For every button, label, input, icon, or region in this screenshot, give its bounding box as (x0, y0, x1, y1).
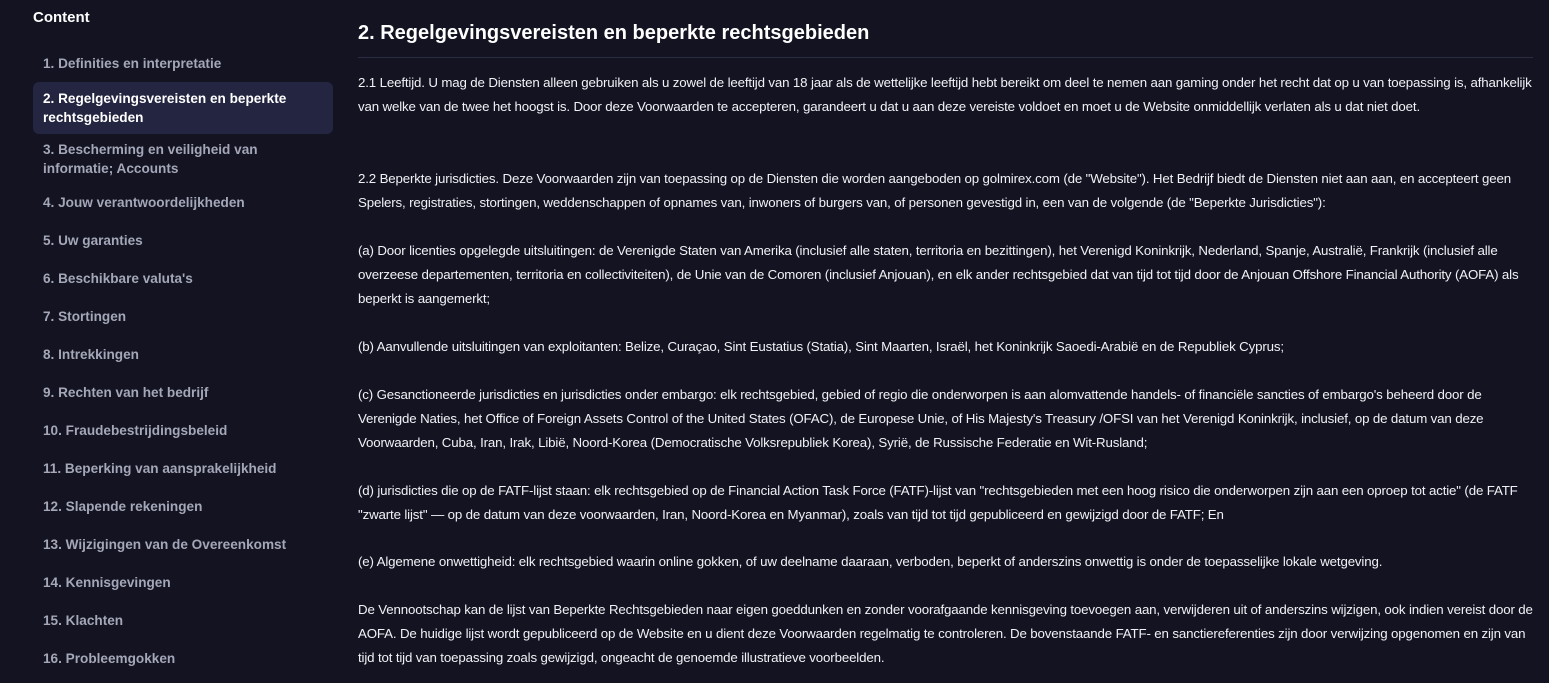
paragraph-fatf-list: (d) jurisdicties die op de FATF-lijst staan: elk rechtsgebied op de Financial Action Task Force (FATF)-lijst van "rechtsgebieden met een hoog risico die onderworpen zijn aan een oproep tot actie" (de FATF "zwarte lijst" — op de datum van deze voorwaarden, Iran, Noord-Korea en Myanmar), zoals van tijd tot tijd gepubliceerd en gewijzigd door de FATF; En (358, 483, 1518, 522)
table-of-contents-sidebar (0, 0, 340, 683)
toc-item-regelgevingsvereisten[interactable]: 2. Regelgevingsvereisten en beperkte rechtsgebieden (33, 82, 333, 134)
toc-item-definities[interactable]: 1. Definities en interpretatie (43, 56, 222, 71)
toc-item-probleemgokken[interactable]: 16. Probleemgokken (43, 651, 176, 666)
toc-item-intrekkingen[interactable]: 8. Intrekkingen (43, 347, 139, 362)
toc-item-slapende-rekeningen[interactable]: 12. Slapende rekeningen (43, 499, 203, 514)
section-title: 2. Regelgevingsvereisten en beperkte rechtsgebieden (358, 22, 870, 44)
toc-item-fraudebestrijding[interactable]: 10. Fraudebestrijdingsbeleid (43, 423, 228, 438)
toc-item-kennisgevingen[interactable]: 14. Kennisgevingen (43, 575, 171, 590)
paragraph-operator-exclusions: (b) Aanvullende uitsluitingen van exploitanten: Belize, Curaçao, Sint Eustatius (Statia), Sint Maarten, Israël, het Koninkrijk Saoedi-Arabië en de Republiek Cyprus; (358, 339, 1284, 354)
paragraph-license-exclusions: (a) Door licenties opgelegde uitsluitingen: de Verenigde Staten van Amerika (inclusief alle staten, territoria en bezittingen), het Verenigd Koninkrijk, Nederland, Spanje, Australië, Frankrijk (inclusief alle overzeese departementen, territoria en collectiviteiten), de Unie van de Comoren (inclusief Anjouan), en elk ander rechtsgebied dat van tijd tot tijd door de Anjouan Offshore Financial Authority (AOFA) als beperkt is aangemerkt; (358, 243, 1519, 306)
toc-item-wijzigingen[interactable]: 13. Wijzigingen van de Overeenkomst (43, 537, 287, 552)
section-content (358, 0, 1533, 683)
paragraph-age: 2.1 Leeftijd. U mag de Diensten alleen gebruiken als u zowel de leeftijd van 18 jaar als de wettelijke leeftijd hebt bereikt om deel te nemen aan gaming onder het recht dat op u van toepassing is, afhankelijk van welke van de twee het hoogst is. Door deze Voorwaarden te accepteren, garandeert u dat u aan deze vereiste voldoet en moet u de Website onmiddellijk verlaten als u dat niet doet. (358, 75, 1532, 114)
toc-item-stortingen[interactable]: 7. Stortingen (43, 309, 127, 324)
sidebar-title: Content (33, 9, 90, 26)
toc-item-verantwoordelijkheden[interactable]: 4. Jouw verantwoordelijkheden (43, 195, 245, 210)
toc-item-garanties[interactable]: 5. Uw garanties (43, 233, 143, 248)
toc-item-rechten-bedrijf[interactable]: 9. Rechten van het bedrijf (43, 385, 209, 400)
toc-item-klachten[interactable]: 15. Klachten (43, 613, 124, 628)
title-divider (358, 57, 1533, 58)
toc-item-aansprakelijkheid[interactable]: 11. Beperking van aansprakelijkheid (43, 461, 277, 476)
paragraph-general-illegality: (e) Algemene onwettigheid: elk rechtsgebied waarin online gokken, of uw deelname daaraan, verboden, beperkt of anderszins onwettig is onder de toepasselijke lokale wetgeving. (358, 554, 1383, 569)
toc-item-valutas[interactable]: 6. Beschikbare valuta's (43, 271, 193, 286)
toc-item-bescherming[interactable]: 3. Bescherming en veiligheid van informatie; Accounts (43, 142, 258, 176)
paragraph-company-list-changes: De Vennootschap kan de lijst van Beperkte Rechtsgebieden naar eigen goeddunken en zonder voorafgaande kennisgeving toevoegen aan, verwijderen uit of anderszins wijzigen, ook indien vereist door de AOFA. De huidige lijst wordt gepubliceerd op de Website en u dient deze Voorwaarden regelmatig te controleren. De bovenstaande FATF- en sanctiereferenties zijn door verwijzing opgenomen en zijn van tijd tot tijd van toepassing zoals gewijzigd, ongeacht de genoemde illustratieve voorbeelden. (358, 602, 1533, 665)
paragraph-sanctioned-jurisdictions: (c) Gesanctioneerde jurisdicties en jurisdicties onder embargo: elk rechtsgebied, gebied of regio die onderworpen is aan alomvattende handels- of financiële sancties of embargo's beheerd door de Verenigde Naties, het Office of Foreign Assets Control of the United States (OFAC), de Europese Unie, of His Majesty's Treasury /OFSI van het Verenigd Koninkrijk, inclusief, op de datum van deze Voorwaarden, Cuba, Iran, Irak, Libië, Noord-Korea (Democratische Volksrepubliek Korea), Syrië, de Russische Federatie en Wit-Rusland; (358, 387, 1484, 450)
paragraph-restricted-jurisdictions: 2.2 Beperkte jurisdicties. Deze Voorwaarden zijn van toepassing op de Diensten die worden aangeboden op golmirex.com (de "Website"). Het Bedrijf biedt de Diensten niet aan aan, en accepteert geen Spelers, registraties, stortingen, weddenschappen of opnames van, inwoners of burgers van, of personen gevestigd in, een van de volgende (de "Beperkte Jurisdicties"): (358, 171, 1512, 210)
